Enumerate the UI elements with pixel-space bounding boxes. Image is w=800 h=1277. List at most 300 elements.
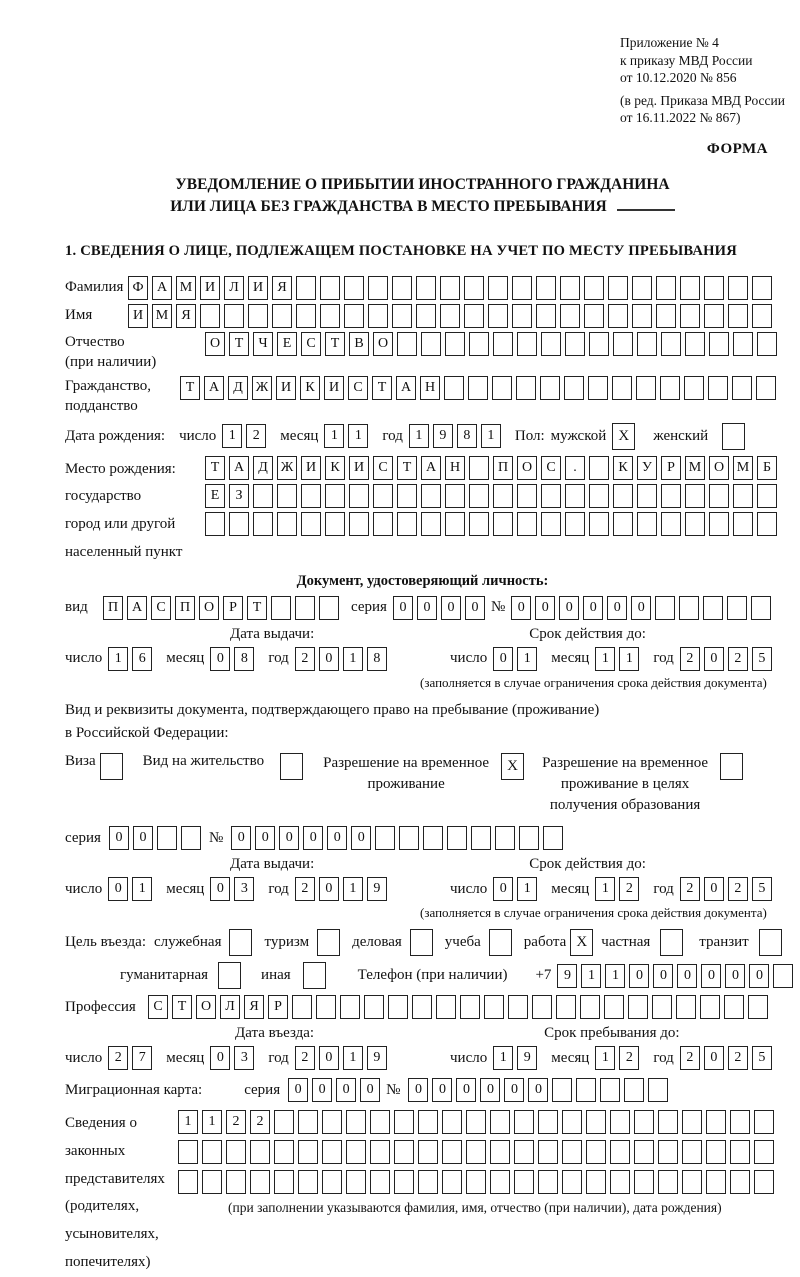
char-cell[interactable]	[466, 1170, 486, 1194]
char-cell[interactable]	[346, 1110, 366, 1134]
char-cell[interactable]	[272, 304, 292, 328]
char-cell[interactable]: Л	[220, 995, 240, 1019]
char-cell[interactable]: 0	[528, 1078, 548, 1102]
char-cell[interactable]	[589, 456, 609, 480]
char-cell[interactable]	[604, 995, 624, 1019]
char-cell[interactable]	[724, 995, 744, 1019]
char-cell[interactable]: 0	[480, 1078, 500, 1102]
char-cell[interactable]: А	[396, 376, 416, 400]
male-checkbox[interactable]: X	[612, 423, 635, 450]
char-cell[interactable]: 5	[752, 647, 772, 671]
char-cell[interactable]: 0	[393, 596, 413, 620]
char-cell[interactable]	[319, 596, 339, 620]
char-cell[interactable]	[301, 512, 321, 536]
char-cell[interactable]	[632, 304, 652, 328]
char-cell[interactable]	[589, 512, 609, 536]
char-cell[interactable]: 1	[343, 877, 363, 901]
char-cell[interactable]: 1	[178, 1110, 198, 1134]
char-cell[interactable]	[748, 995, 768, 1019]
char-cell[interactable]: 1	[595, 1046, 615, 1070]
char-cell[interactable]	[274, 1110, 294, 1134]
char-cell[interactable]: 2	[295, 1046, 315, 1070]
char-cell[interactable]	[325, 512, 345, 536]
char-cell[interactable]	[752, 304, 772, 328]
char-cell[interactable]	[538, 1110, 558, 1134]
char-cell[interactable]: Я	[244, 995, 264, 1019]
char-cell[interactable]	[202, 1140, 222, 1164]
char-cell[interactable]	[490, 1140, 510, 1164]
char-cell[interactable]	[676, 995, 696, 1019]
char-cell[interactable]	[732, 376, 752, 400]
char-cell[interactable]	[466, 1110, 486, 1134]
char-cell[interactable]: Я	[176, 304, 196, 328]
char-cell[interactable]: 1	[202, 1110, 222, 1134]
char-cell[interactable]: Т	[229, 332, 249, 356]
female-checkbox[interactable]	[722, 423, 745, 450]
char-cell[interactable]	[344, 276, 364, 300]
char-cell[interactable]	[399, 826, 419, 850]
char-cell[interactable]: 0	[319, 1046, 339, 1070]
char-cell[interactable]	[661, 512, 681, 536]
char-cell[interactable]	[493, 512, 513, 536]
char-cell[interactable]	[704, 276, 724, 300]
char-cell[interactable]: Ж	[252, 376, 272, 400]
char-cell[interactable]	[584, 304, 604, 328]
char-cell[interactable]: О	[517, 456, 537, 480]
char-cell[interactable]	[733, 332, 753, 356]
visa-checkbox[interactable]	[100, 753, 123, 780]
char-cell[interactable]	[320, 276, 340, 300]
char-cell[interactable]	[680, 276, 700, 300]
char-cell[interactable]: 7	[132, 1046, 152, 1070]
char-cell[interactable]	[320, 304, 340, 328]
char-cell[interactable]	[416, 276, 436, 300]
char-cell[interactable]: 0	[583, 596, 603, 620]
char-cell[interactable]	[516, 376, 536, 400]
char-cell[interactable]	[512, 304, 532, 328]
char-cell[interactable]	[471, 826, 491, 850]
char-cell[interactable]: 3	[234, 877, 254, 901]
char-cell[interactable]: 9	[367, 1046, 387, 1070]
char-cell[interactable]	[612, 376, 632, 400]
char-cell[interactable]: У	[637, 456, 657, 480]
char-cell[interactable]: 8	[234, 647, 254, 671]
char-cell[interactable]: 0	[319, 647, 339, 671]
char-cell[interactable]: 2	[619, 1046, 639, 1070]
char-cell[interactable]	[682, 1170, 702, 1194]
char-cell[interactable]	[588, 376, 608, 400]
char-cell[interactable]: 1	[595, 877, 615, 901]
char-cell[interactable]: О	[196, 995, 216, 1019]
char-cell[interactable]: Н	[445, 456, 465, 480]
char-cell[interactable]	[610, 1110, 630, 1134]
char-cell[interactable]: Т	[180, 376, 200, 400]
char-cell[interactable]	[586, 1110, 606, 1134]
char-cell[interactable]: 9	[367, 877, 387, 901]
char-cell[interactable]	[656, 276, 676, 300]
char-cell[interactable]: 0	[704, 1046, 724, 1070]
char-cell[interactable]	[562, 1170, 582, 1194]
char-cell[interactable]	[754, 1110, 774, 1134]
char-cell[interactable]	[536, 304, 556, 328]
char-cell[interactable]	[344, 304, 364, 328]
char-cell[interactable]	[541, 332, 561, 356]
char-cell[interactable]	[392, 276, 412, 300]
char-cell[interactable]	[658, 1140, 678, 1164]
char-cell[interactable]: 1	[324, 424, 344, 448]
char-cell[interactable]	[226, 1140, 246, 1164]
char-cell[interactable]	[421, 332, 441, 356]
char-cell[interactable]: Т	[325, 332, 345, 356]
char-cell[interactable]: 0	[327, 826, 347, 850]
temp-residence-checkbox[interactable]: X	[501, 753, 524, 780]
char-cell[interactable]: 0	[701, 964, 721, 988]
char-cell[interactable]	[637, 512, 657, 536]
char-cell[interactable]	[628, 995, 648, 1019]
char-cell[interactable]: С	[373, 456, 393, 480]
char-cell[interactable]: Т	[397, 456, 417, 480]
char-cell[interactable]: П	[175, 596, 195, 620]
char-cell[interactable]	[685, 512, 705, 536]
char-cell[interactable]	[634, 1140, 654, 1164]
char-cell[interactable]	[416, 304, 436, 328]
char-cell[interactable]: Т	[372, 376, 392, 400]
char-cell[interactable]: Р	[661, 456, 681, 480]
char-cell[interactable]	[560, 276, 580, 300]
char-cell[interactable]	[298, 1170, 318, 1194]
char-cell[interactable]	[250, 1170, 270, 1194]
char-cell[interactable]	[608, 276, 628, 300]
char-cell[interactable]	[370, 1140, 390, 1164]
char-cell[interactable]: О	[205, 332, 225, 356]
char-cell[interactable]: 0	[432, 1078, 452, 1102]
char-cell[interactable]: 2	[728, 647, 748, 671]
char-cell[interactable]	[493, 484, 513, 508]
char-cell[interactable]	[370, 1170, 390, 1194]
char-cell[interactable]: 2	[680, 1046, 700, 1070]
char-cell[interactable]	[181, 826, 201, 850]
char-cell[interactable]	[538, 1170, 558, 1194]
char-cell[interactable]	[682, 1140, 702, 1164]
char-cell[interactable]	[564, 376, 584, 400]
char-cell[interactable]: 2	[728, 877, 748, 901]
official-checkbox[interactable]	[229, 929, 252, 956]
char-cell[interactable]	[773, 964, 793, 988]
char-cell[interactable]	[541, 512, 561, 536]
char-cell[interactable]	[756, 376, 776, 400]
char-cell[interactable]	[397, 484, 417, 508]
char-cell[interactable]: И	[349, 456, 369, 480]
char-cell[interactable]	[412, 995, 432, 1019]
char-cell[interactable]	[490, 1170, 510, 1194]
char-cell[interactable]: 0	[319, 877, 339, 901]
char-cell[interactable]	[418, 1110, 438, 1134]
char-cell[interactable]	[444, 376, 464, 400]
char-cell[interactable]: 0	[288, 1078, 308, 1102]
char-cell[interactable]	[685, 332, 705, 356]
char-cell[interactable]	[368, 304, 388, 328]
char-cell[interactable]: Р	[223, 596, 243, 620]
char-cell[interactable]	[248, 304, 268, 328]
char-cell[interactable]	[253, 512, 273, 536]
char-cell[interactable]: И	[200, 276, 220, 300]
char-cell[interactable]: 1	[493, 1046, 513, 1070]
char-cell[interactable]	[423, 826, 443, 850]
char-cell[interactable]: 1	[108, 647, 128, 671]
char-cell[interactable]: 2	[108, 1046, 128, 1070]
char-cell[interactable]	[648, 1078, 668, 1102]
char-cell[interactable]	[589, 484, 609, 508]
char-cell[interactable]: Ч	[253, 332, 273, 356]
char-cell[interactable]	[205, 512, 225, 536]
char-cell[interactable]: Е	[277, 332, 297, 356]
char-cell[interactable]: С	[348, 376, 368, 400]
char-cell[interactable]	[397, 512, 417, 536]
char-cell[interactable]	[565, 484, 585, 508]
char-cell[interactable]: 1	[517, 877, 537, 901]
char-cell[interactable]: К	[300, 376, 320, 400]
char-cell[interactable]: 0	[677, 964, 697, 988]
char-cell[interactable]	[532, 995, 552, 1019]
char-cell[interactable]: М	[176, 276, 196, 300]
char-cell[interactable]	[584, 276, 604, 300]
char-cell[interactable]	[757, 484, 777, 508]
char-cell[interactable]: 0	[504, 1078, 524, 1102]
char-cell[interactable]	[679, 596, 699, 620]
char-cell[interactable]: Д	[253, 456, 273, 480]
char-cell[interactable]	[658, 1110, 678, 1134]
char-cell[interactable]: 0	[704, 647, 724, 671]
char-cell[interactable]: 0	[704, 877, 724, 901]
char-cell[interactable]: 1	[348, 424, 368, 448]
char-cell[interactable]: Т	[172, 995, 192, 1019]
char-cell[interactable]: П	[103, 596, 123, 620]
char-cell[interactable]: О	[199, 596, 219, 620]
char-cell[interactable]	[652, 995, 672, 1019]
char-cell[interactable]	[322, 1170, 342, 1194]
char-cell[interactable]: 2	[680, 877, 700, 901]
char-cell[interactable]	[469, 456, 489, 480]
tourism-checkbox[interactable]	[317, 929, 340, 956]
char-cell[interactable]	[754, 1140, 774, 1164]
residence-checkbox[interactable]	[280, 753, 303, 780]
char-cell[interactable]	[565, 512, 585, 536]
char-cell[interactable]	[685, 484, 705, 508]
char-cell[interactable]	[370, 1110, 390, 1134]
char-cell[interactable]	[375, 826, 395, 850]
char-cell[interactable]	[229, 512, 249, 536]
char-cell[interactable]	[322, 1140, 342, 1164]
char-cell[interactable]: 1	[409, 424, 429, 448]
char-cell[interactable]: Я	[272, 276, 292, 300]
char-cell[interactable]	[469, 484, 489, 508]
char-cell[interactable]	[586, 1140, 606, 1164]
char-cell[interactable]	[517, 512, 537, 536]
char-cell[interactable]	[706, 1140, 726, 1164]
char-cell[interactable]	[469, 332, 489, 356]
char-cell[interactable]	[600, 1078, 620, 1102]
char-cell[interactable]	[157, 826, 177, 850]
char-cell[interactable]	[514, 1170, 534, 1194]
char-cell[interactable]	[680, 304, 700, 328]
char-cell[interactable]	[580, 995, 600, 1019]
char-cell[interactable]: 0	[511, 596, 531, 620]
char-cell[interactable]: 1	[605, 964, 625, 988]
char-cell[interactable]: 0	[351, 826, 371, 850]
char-cell[interactable]	[488, 276, 508, 300]
char-cell[interactable]	[613, 484, 633, 508]
work-checkbox[interactable]: X	[570, 929, 593, 956]
char-cell[interactable]	[543, 826, 563, 850]
char-cell[interactable]	[397, 332, 417, 356]
char-cell[interactable]	[298, 1140, 318, 1164]
char-cell[interactable]	[442, 1170, 462, 1194]
char-cell[interactable]	[392, 304, 412, 328]
char-cell[interactable]: 0	[559, 596, 579, 620]
char-cell[interactable]	[178, 1170, 198, 1194]
char-cell[interactable]	[706, 1170, 726, 1194]
char-cell[interactable]	[340, 995, 360, 1019]
char-cell[interactable]	[508, 995, 528, 1019]
char-cell[interactable]: 2	[619, 877, 639, 901]
char-cell[interactable]	[368, 276, 388, 300]
char-cell[interactable]	[730, 1110, 750, 1134]
char-cell[interactable]: 9	[557, 964, 577, 988]
char-cell[interactable]	[565, 332, 585, 356]
char-cell[interactable]: 6	[132, 647, 152, 671]
char-cell[interactable]: 8	[457, 424, 477, 448]
char-cell[interactable]	[706, 1110, 726, 1134]
char-cell[interactable]	[373, 484, 393, 508]
char-cell[interactable]	[445, 484, 465, 508]
edu-residence-checkbox[interactable]	[720, 753, 743, 780]
char-cell[interactable]	[440, 304, 460, 328]
char-cell[interactable]	[200, 304, 220, 328]
char-cell[interactable]	[421, 484, 441, 508]
char-cell[interactable]	[373, 512, 393, 536]
char-cell[interactable]	[703, 596, 723, 620]
char-cell[interactable]	[536, 276, 556, 300]
char-cell[interactable]: 1	[517, 647, 537, 671]
char-cell[interactable]	[709, 332, 729, 356]
char-cell[interactable]	[468, 376, 488, 400]
char-cell[interactable]	[226, 1170, 246, 1194]
char-cell[interactable]	[589, 332, 609, 356]
char-cell[interactable]: 9	[517, 1046, 537, 1070]
char-cell[interactable]: 2	[250, 1110, 270, 1134]
char-cell[interactable]: О	[373, 332, 393, 356]
char-cell[interactable]	[636, 376, 656, 400]
char-cell[interactable]: Д	[228, 376, 248, 400]
char-cell[interactable]	[552, 1078, 572, 1102]
char-cell[interactable]: И	[128, 304, 148, 328]
char-cell[interactable]: 1	[581, 964, 601, 988]
char-cell[interactable]: 0	[725, 964, 745, 988]
char-cell[interactable]: 1	[343, 1046, 363, 1070]
char-cell[interactable]	[346, 1140, 366, 1164]
char-cell[interactable]: Р	[268, 995, 288, 1019]
char-cell[interactable]: 3	[234, 1046, 254, 1070]
char-cell[interactable]: 9	[433, 424, 453, 448]
char-cell[interactable]	[277, 484, 297, 508]
char-cell[interactable]: К	[325, 456, 345, 480]
char-cell[interactable]	[495, 826, 515, 850]
char-cell[interactable]	[178, 1140, 198, 1164]
char-cell[interactable]	[514, 1110, 534, 1134]
char-cell[interactable]: М	[685, 456, 705, 480]
char-cell[interactable]: Т	[205, 456, 225, 480]
char-cell[interactable]: 0	[210, 1046, 230, 1070]
char-cell[interactable]: 5	[752, 877, 772, 901]
char-cell[interactable]: 1	[481, 424, 501, 448]
char-cell[interactable]: 5	[752, 1046, 772, 1070]
char-cell[interactable]	[757, 512, 777, 536]
char-cell[interactable]: 0	[441, 596, 461, 620]
char-cell[interactable]	[346, 1170, 366, 1194]
char-cell[interactable]	[296, 276, 316, 300]
char-cell[interactable]: Т	[247, 596, 267, 620]
char-cell[interactable]	[394, 1170, 414, 1194]
char-cell[interactable]: 1	[343, 647, 363, 671]
char-cell[interactable]	[540, 376, 560, 400]
char-cell[interactable]	[728, 304, 748, 328]
study-checkbox[interactable]	[489, 929, 512, 956]
char-cell[interactable]	[682, 1110, 702, 1134]
char-cell[interactable]: 0	[312, 1078, 332, 1102]
char-cell[interactable]: 0	[631, 596, 651, 620]
char-cell[interactable]	[490, 1110, 510, 1134]
char-cell[interactable]	[517, 484, 537, 508]
char-cell[interactable]	[541, 484, 561, 508]
transit-checkbox[interactable]	[759, 929, 782, 956]
char-cell[interactable]	[464, 276, 484, 300]
char-cell[interactable]	[493, 332, 513, 356]
char-cell[interactable]	[514, 1140, 534, 1164]
char-cell[interactable]	[469, 512, 489, 536]
char-cell[interactable]	[556, 995, 576, 1019]
char-cell[interactable]	[517, 332, 537, 356]
char-cell[interactable]: 0	[231, 826, 251, 850]
char-cell[interactable]	[709, 512, 729, 536]
char-cell[interactable]	[613, 512, 633, 536]
char-cell[interactable]	[754, 1170, 774, 1194]
char-cell[interactable]	[560, 304, 580, 328]
char-cell[interactable]	[442, 1110, 462, 1134]
char-cell[interactable]	[519, 826, 539, 850]
char-cell[interactable]: З	[229, 484, 249, 508]
char-cell[interactable]: П	[493, 456, 513, 480]
char-cell[interactable]	[316, 995, 336, 1019]
char-cell[interactable]: 2	[728, 1046, 748, 1070]
char-cell[interactable]: И	[324, 376, 344, 400]
char-cell[interactable]	[447, 826, 467, 850]
char-cell[interactable]	[634, 1110, 654, 1134]
char-cell[interactable]: 0	[408, 1078, 428, 1102]
char-cell[interactable]	[440, 276, 460, 300]
char-cell[interactable]: 0	[210, 647, 230, 671]
char-cell[interactable]	[394, 1110, 414, 1134]
char-cell[interactable]: Е	[205, 484, 225, 508]
char-cell[interactable]	[586, 1170, 606, 1194]
business-checkbox[interactable]	[410, 929, 433, 956]
char-cell[interactable]: С	[541, 456, 561, 480]
char-cell[interactable]	[488, 304, 508, 328]
char-cell[interactable]	[727, 596, 747, 620]
private-checkbox[interactable]	[660, 929, 683, 956]
char-cell[interactable]	[704, 304, 724, 328]
char-cell[interactable]	[298, 1110, 318, 1134]
char-cell[interactable]: 0	[629, 964, 649, 988]
